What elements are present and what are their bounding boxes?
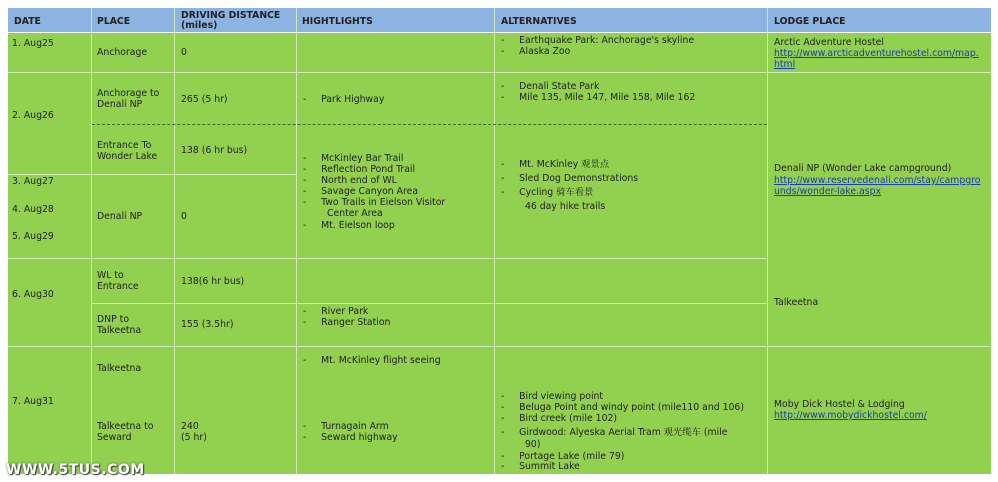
place-anchorage: Anchorage [97, 47, 148, 58]
alt-mile-markers: - Mile 135, Mile 147, Mile 158, Mile 162 [501, 92, 696, 103]
alt-hike-trails: 46 day hike trails [525, 201, 606, 212]
date-aug30: 6. Aug30 [12, 289, 54, 300]
alt-bird-creek: - Bird creek (mile 102) [501, 413, 618, 424]
distance-dnp: 155 (3.5hr) [181, 319, 234, 330]
highlight-mt-eielson: - Mt. Eielson loop [303, 220, 395, 231]
distance-anchorage: 0 [181, 47, 187, 58]
highlight-two-trails: - Two Trails in Eielson Visitor [303, 197, 446, 208]
date-aug31: 7. Aug31 [12, 396, 54, 407]
place-talkeetna-seward-l1: Talkeetna to [97, 421, 154, 432]
highlight-savage-canyon: - Savage Canyon Area [303, 186, 419, 197]
alt-bird-point: - Bird viewing point [501, 391, 604, 402]
alt-sled-dog: - Sled Dog Demonstrations [501, 173, 639, 184]
header-alternatives: ALTERNATIVES [501, 16, 577, 27]
alt-girdwood-l2: 90) [525, 439, 541, 450]
distance-talkeetna-seward-l1: 240 [181, 421, 199, 432]
alt-summit-lake: - Summit Lake [501, 461, 580, 472]
header-distance-line2: (miles) [181, 20, 218, 31]
header-lodge: LODGE PLACE [774, 16, 846, 27]
alt-mckinley-view: - Mt. McKinley 观景点 [501, 159, 610, 170]
alt-beluga-point: - Beluga Point and windy point (mile110 and 106) [501, 402, 744, 413]
place-wl-l2: Entrance [97, 281, 139, 292]
alt-cycling: - Cycling 骑车看景 [501, 187, 594, 198]
watermark: WWW.5TUS.COM [6, 462, 145, 478]
lodge-denali-name: Denali NP (Wonder Lake campground) [774, 163, 952, 174]
distance-talkeetna-seward-l2: (5 hr) [181, 432, 207, 443]
highlight-seward-highway: - Seward highway [303, 432, 398, 443]
place-anchorage-denali-l2: Denali NP [97, 99, 143, 110]
header-date: DATE [14, 16, 41, 27]
highlight-ranger-station: - Ranger Station [303, 317, 391, 328]
distance-entrance: 138 (6 hr bus) [181, 145, 248, 156]
lodge-arctic-name: Arctic Adventure Hostel [774, 37, 884, 48]
date-aug25: 1. Aug25 [12, 38, 54, 49]
distance-wl: 138(6 hr bus) [181, 276, 245, 287]
place-talkeetna: Talkeetna [97, 363, 142, 374]
place-anchorage-denali-l1: Anchorage to [97, 88, 160, 99]
alt-earthquake-park: - Earthquake Park: Anchorage's skyline [501, 35, 695, 46]
date-aug27: 3. Aug27 [12, 176, 54, 187]
highlight-two-trails-l2: Center Area [327, 208, 383, 219]
date-aug28: 4. Aug28 [12, 204, 54, 215]
lodge-talkeetna: Talkeetna [774, 297, 819, 308]
alt-denali-state-park: - Denali State Park [501, 81, 600, 92]
lodge-denali-link[interactable]: http://www.reservedenali.com/stay/campgro [774, 175, 981, 186]
place-dnp-l1: DNP to [97, 314, 130, 325]
header-distance-line1: DRIVING DISTANCE [181, 10, 281, 21]
alt-girdwood: - Girdwood: Alyeska Aerial Tram 观光缆车 (mile [501, 427, 728, 438]
place-talkeetna-seward-l2: Seward [97, 432, 132, 443]
date-aug26: 2. Aug26 [12, 110, 54, 121]
place-entrance-l1: Entrance To [97, 140, 152, 151]
date-aug29: 5. Aug29 [12, 231, 54, 242]
place-wl-l1: WL to [97, 270, 124, 281]
highlight-park-highway: - Park Highway [303, 94, 385, 105]
lodge-arctic-link[interactable]: http://www.arcticadventurehostel.com/map. [774, 48, 979, 59]
highlight-river-park: - River Park [303, 306, 369, 317]
distance-denali: 0 [181, 211, 187, 222]
place-entrance-l2: Wonder Lake [97, 151, 158, 162]
place-denali-np: Denali NP [97, 211, 143, 222]
lodge-moby-link[interactable]: http://www.mobydickhostel.com/ [774, 410, 927, 421]
lodge-arctic-link-l2[interactable]: html [774, 59, 796, 70]
distance-anchorage-denali: 265 (5 hr) [181, 94, 228, 105]
header-highlights: HIGHTLIGHTS [302, 16, 373, 27]
header-place: PLACE [97, 16, 131, 27]
highlight-reflection-pond: - Reflection Pond Trail [303, 164, 416, 175]
place-dnp-l2: Talkeetna [97, 325, 142, 336]
highlight-flight-seeing: - Mt. McKinley flight seeing [303, 355, 441, 366]
highlight-mckinley-bar: - McKinley Bar Trail [303, 153, 404, 164]
alt-alaska-zoo: - Alaska Zoo [501, 46, 571, 57]
lodge-denali-link-l2[interactable]: unds/wonder-lake.aspx [774, 186, 882, 197]
highlight-north-end: - North end of WL [303, 175, 397, 186]
alt-portage-lake: - Portage Lake (mile 79) [501, 451, 625, 462]
highlight-turnagain: - Turnagain Arm [303, 421, 389, 432]
lodge-moby-name: Moby Dick Hostel & Lodging [774, 399, 905, 410]
